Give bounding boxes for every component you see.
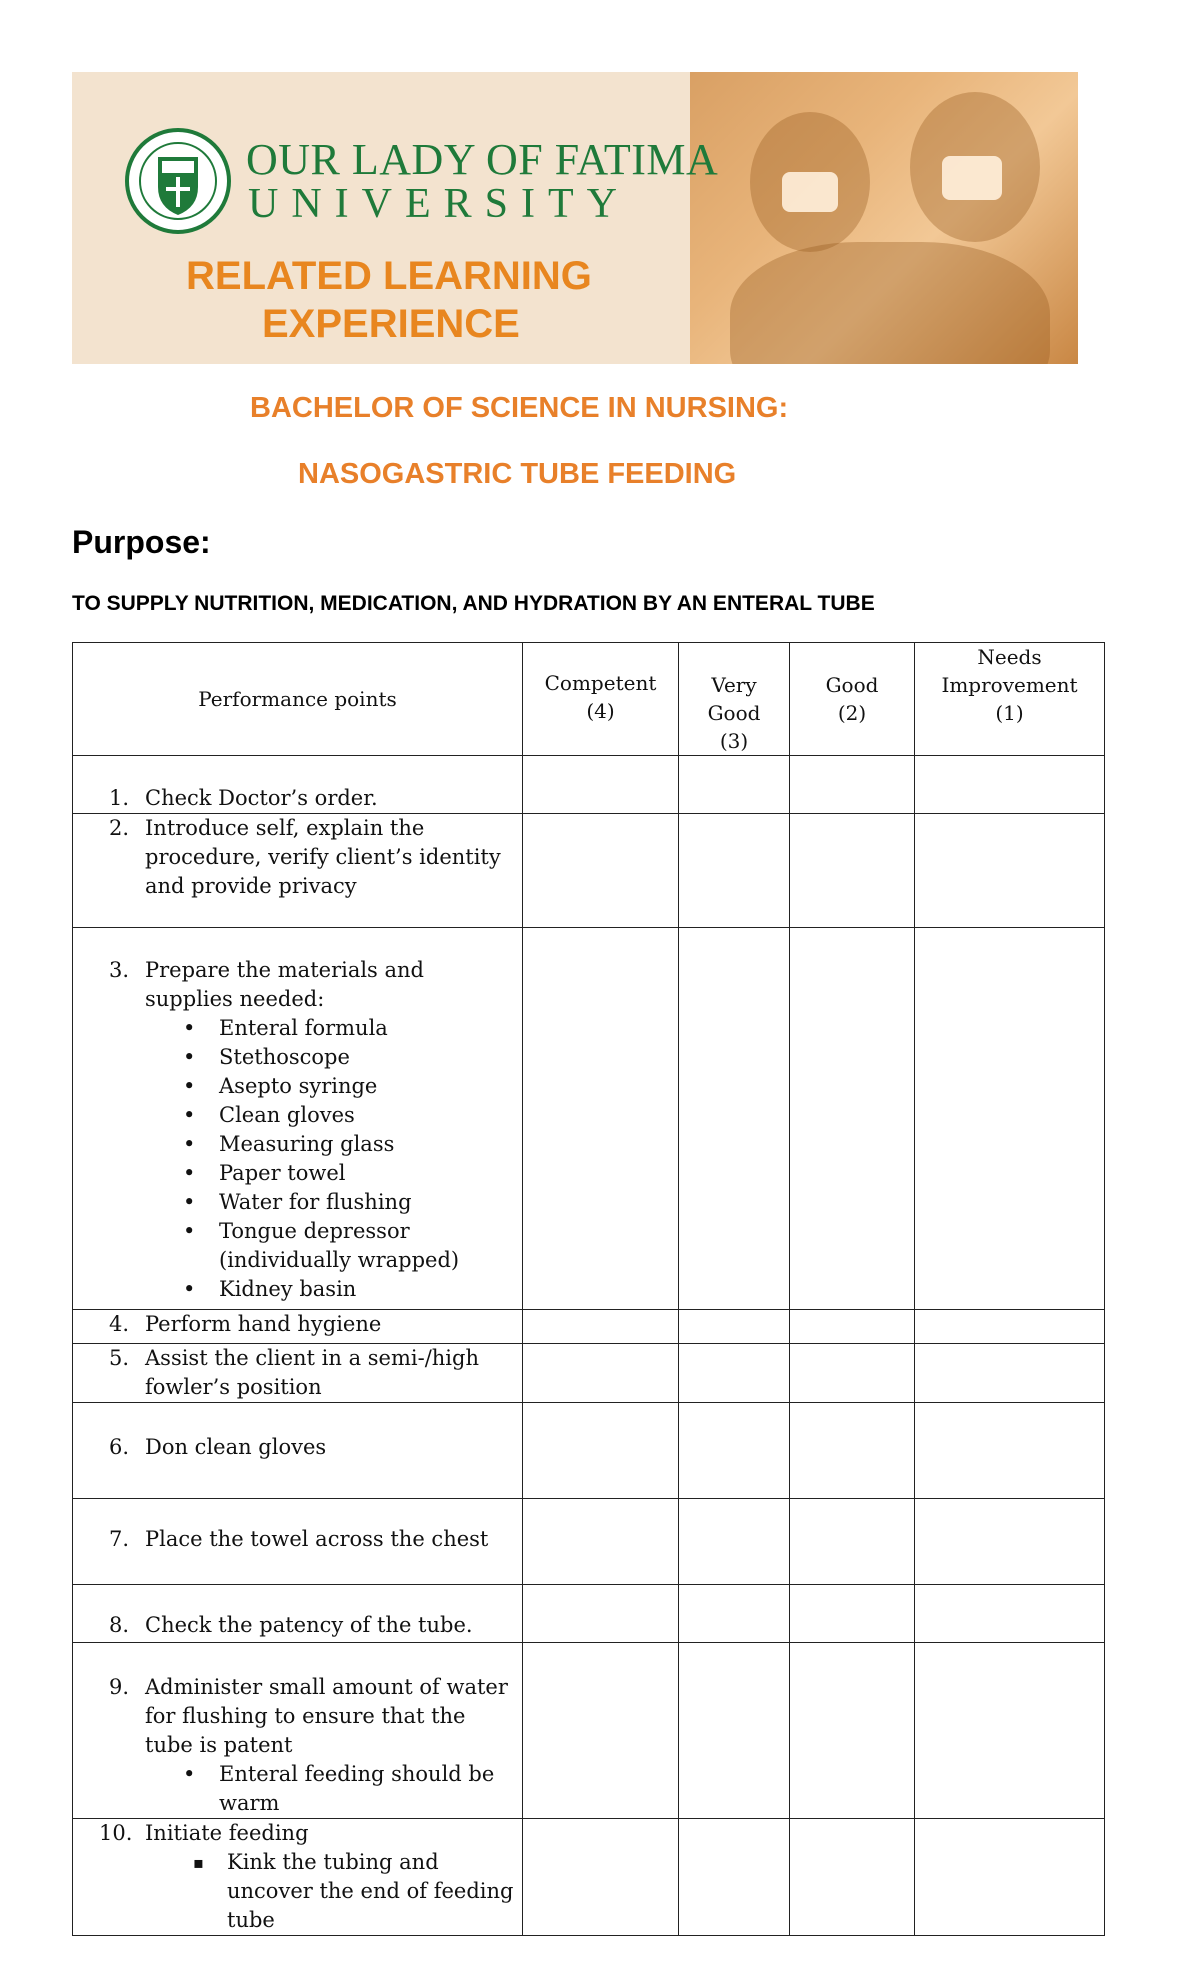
nurses-photo — [690, 72, 1078, 364]
score-cell[interactable] — [915, 814, 1105, 928]
score-cell[interactable] — [679, 928, 790, 1310]
step-text: Don clean gloves — [145, 1435, 327, 1459]
score-cell[interactable] — [679, 1344, 790, 1403]
header-performance-points: Performance points — [73, 643, 523, 756]
table-row: 9. Administer small amount of water for flushing to ensure that the tube is patent • Enteral feeding should be warm — [73, 1643, 1105, 1819]
step-text: Assist the client in a semi-/high fowler’s position — [145, 1346, 479, 1399]
table-row: 3. Prepare the materials and supplies needed: • Enteral formula • Stethoscope • Asepto syringe • Clean gloves • Measuring glass • Paper towel • Water for flushing • Tongue depressor (individually wrapped) • Kidney basin — [73, 928, 1105, 1310]
score-cell[interactable] — [679, 1310, 790, 1344]
step-text: Initiate feeding — [145, 1821, 309, 1845]
list-item: • Water for flushing — [73, 1188, 522, 1217]
score-cell[interactable] — [523, 756, 679, 814]
score-cell[interactable] — [790, 1819, 915, 1936]
score-cell[interactable] — [915, 1403, 1105, 1499]
score-cell[interactable] — [790, 1499, 915, 1585]
header-competent: Competent (4) — [523, 643, 679, 756]
step-text: Check the patency of the tube. — [145, 1613, 473, 1637]
step-text: Prepare the materials and supplies needed: — [145, 958, 424, 1011]
score-cell[interactable] — [679, 1643, 790, 1819]
table-row: 6. Don clean gloves — [73, 1403, 1105, 1499]
score-cell[interactable] — [790, 928, 915, 1310]
header-needs-improvement: Needs Improvement (1) — [915, 643, 1105, 756]
table-row: 10. Initiate feeding ▪ Kink the tubing and uncover the end of feeding tube — [73, 1819, 1105, 1936]
score-cell[interactable] — [790, 1585, 915, 1643]
step-text: Perform hand hygiene — [145, 1312, 382, 1336]
header-banner — [72, 72, 1078, 364]
score-cell[interactable] — [679, 1819, 790, 1936]
table-row: 2. Introduce self, explain the procedure, verify client’s identity and provide privacy — [73, 814, 1105, 928]
evaluation-table — [72, 642, 1105, 1936]
step-text: Administer small amount of water for flushing to ensure that the tube is patent — [145, 1675, 508, 1757]
score-cell[interactable] — [523, 814, 679, 928]
university-seal-icon — [124, 127, 232, 235]
score-cell[interactable] — [523, 1344, 679, 1403]
score-cell[interactable] — [790, 1344, 915, 1403]
list-item: • Enteral formula — [73, 1014, 522, 1043]
list-item: • Paper towel — [73, 1159, 522, 1188]
table-header-row — [73, 643, 1105, 756]
score-cell[interactable] — [523, 928, 679, 1310]
step-text: Place the towel across the chest — [145, 1527, 489, 1551]
score-cell[interactable] — [790, 1643, 915, 1819]
score-cell[interactable] — [915, 928, 1105, 1310]
score-cell[interactable] — [790, 814, 915, 928]
score-cell[interactable] — [915, 1819, 1105, 1936]
score-cell[interactable] — [523, 1499, 679, 1585]
list-item: • Clean gloves — [73, 1101, 522, 1130]
score-cell[interactable] — [523, 1643, 679, 1819]
header-good: Good (2) — [790, 643, 915, 756]
procedure-title: NASOGASTRIC TUBE FEEDING — [298, 458, 737, 490]
list-item: • Kidney basin — [73, 1275, 522, 1304]
score-cell[interactable] — [523, 1403, 679, 1499]
university-name-line1: OUR LADY OF FATIMA — [246, 135, 719, 184]
header-very-good: Very Good (3) — [679, 643, 790, 756]
score-cell[interactable] — [790, 1310, 915, 1344]
list-item: ▪ Kink the tubing and uncover the end of feeding tube — [73, 1848, 522, 1935]
list-item: • Stethoscope — [73, 1043, 522, 1072]
score-cell[interactable] — [679, 1585, 790, 1643]
score-cell[interactable] — [679, 1403, 790, 1499]
table-row: 1. Check Doctor’s order. — [73, 756, 1105, 814]
score-cell[interactable] — [915, 756, 1105, 814]
list-item: • Measuring glass — [73, 1130, 522, 1159]
table-row: 8. Check the patency of the tube. — [73, 1585, 1105, 1643]
score-cell[interactable] — [915, 1499, 1105, 1585]
score-cell[interactable] — [915, 1310, 1105, 1344]
score-cell[interactable] — [679, 756, 790, 814]
score-cell[interactable] — [523, 1819, 679, 1936]
table-row: 7. Place the towel across the chest — [73, 1499, 1105, 1585]
score-cell[interactable] — [790, 756, 915, 814]
score-cell[interactable] — [679, 814, 790, 928]
score-cell[interactable] — [915, 1643, 1105, 1819]
banner-subtitle-line2: EXPERIENCE — [262, 302, 520, 346]
score-cell[interactable] — [523, 1310, 679, 1344]
purpose-text: TO SUPPLY NUTRITION, MEDICATION, AND HYDRATION BY AN ENTERAL TUBE — [72, 592, 875, 615]
list-item: • Enteral feeding should be warm — [73, 1760, 522, 1818]
list-item: • Tongue depressor (individually wrapped) — [73, 1217, 522, 1275]
step-text: Check Doctor’s order. — [145, 786, 378, 810]
score-cell[interactable] — [523, 1585, 679, 1643]
score-cell[interactable] — [790, 1403, 915, 1499]
score-cell[interactable] — [915, 1344, 1105, 1403]
score-cell[interactable] — [679, 1499, 790, 1585]
program-title: BACHELOR OF SCIENCE IN NURSING: — [250, 392, 789, 424]
score-cell[interactable] — [915, 1585, 1105, 1643]
step-text: Introduce self, explain the procedure, verify client’s identity and provide privacy — [145, 816, 501, 898]
list-item: • Asepto syringe — [73, 1072, 522, 1101]
purpose-label: Purpose: — [72, 524, 211, 560]
table-row: 4. Perform hand hygiene — [73, 1310, 1105, 1344]
table-row: 5. Assist the client in a semi-/high fowler’s position — [73, 1344, 1105, 1403]
university-name-line2: UNIVERSITY — [248, 181, 630, 227]
banner-subtitle-line1: RELATED LEARNING — [186, 254, 592, 298]
